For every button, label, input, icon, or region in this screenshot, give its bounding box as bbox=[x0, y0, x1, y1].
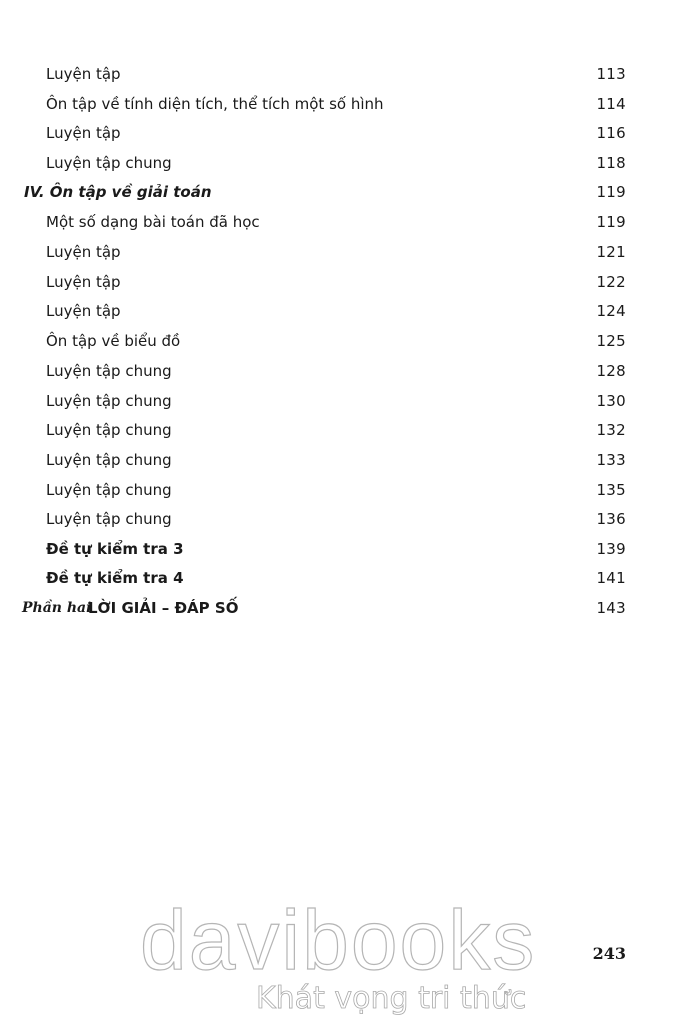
watermark-logo bbox=[140, 893, 560, 1016]
toc-entry-page: 116 bbox=[596, 124, 626, 142]
toc-entry-title: Luyện tập bbox=[46, 65, 121, 83]
watermark-brand: davibooks bbox=[140, 893, 537, 987]
toc-entry-title: Luyện tập chung bbox=[46, 392, 172, 410]
toc-entry bbox=[0, 507, 688, 531]
toc-entry-title: Luyện tập bbox=[46, 273, 121, 291]
toc-entry-title: Luyện tập chung bbox=[46, 451, 172, 469]
toc-entry bbox=[0, 270, 688, 294]
toc-entry-page: 130 bbox=[596, 392, 626, 410]
toc-entry bbox=[0, 121, 688, 145]
toc-entry-title: Luyện tập chung bbox=[46, 510, 172, 528]
toc-section-title: IV. Ôn tập về giải toán bbox=[24, 183, 212, 201]
toc-entry-title: Đề tự kiểm tra 3 bbox=[46, 540, 184, 558]
toc-entry-title: Luyện tập bbox=[46, 124, 121, 142]
toc-entry-title: Ôn tập về tính diện tích, thể tích một số hình bbox=[46, 95, 384, 113]
toc-entry bbox=[0, 448, 688, 472]
toc-part-label: Phần hai bbox=[22, 600, 92, 616]
toc-entry-title: Luyện tập chung bbox=[46, 481, 172, 499]
toc-entry bbox=[0, 210, 688, 234]
toc-entry-page: 114 bbox=[596, 95, 626, 113]
toc-entry-page: 113 bbox=[596, 65, 626, 83]
toc-entry bbox=[0, 418, 688, 442]
toc-entry-title: Luyện tập bbox=[46, 243, 121, 261]
toc-section-heading bbox=[0, 180, 688, 204]
toc-entry bbox=[0, 151, 688, 175]
toc-entry bbox=[0, 537, 688, 561]
toc-entry-page: 136 bbox=[596, 510, 626, 528]
toc-part-title: LỜI GIẢI – ĐÁP SỐ bbox=[88, 599, 239, 617]
toc-entry-title: Luyện tập chung bbox=[46, 154, 172, 172]
toc-entry-page: 132 bbox=[596, 421, 626, 439]
watermark-slogan: Khát vọng tri thức bbox=[256, 981, 527, 1016]
toc-entry-title: Một số dạng bài toán đã học bbox=[46, 213, 260, 231]
toc-entry-page: 128 bbox=[596, 362, 626, 380]
toc-entry-title: Đề tự kiểm tra 4 bbox=[46, 569, 184, 587]
toc-part-page: 143 bbox=[596, 599, 626, 617]
toc-entry bbox=[0, 566, 688, 590]
toc-entry bbox=[0, 329, 688, 353]
toc-entry bbox=[0, 299, 688, 323]
toc-entry-page: 119 bbox=[596, 213, 626, 231]
toc-entry-title: Luyện tập bbox=[46, 302, 121, 320]
toc-entry-title: Luyện tập chung bbox=[46, 421, 172, 439]
toc-entry-page: 139 bbox=[596, 540, 626, 558]
toc-entry-title: Ôn tập về biểu đồ bbox=[46, 332, 181, 350]
toc-entry-page: 125 bbox=[596, 332, 626, 350]
toc-entry-page: 122 bbox=[596, 273, 626, 291]
toc-entry-page: 119 bbox=[596, 183, 626, 201]
toc-entry bbox=[0, 389, 688, 413]
toc-part-heading bbox=[0, 596, 688, 620]
toc-entry-page: 124 bbox=[596, 302, 626, 320]
toc-entry bbox=[0, 92, 688, 116]
toc-entry-title: Luyện tập chung bbox=[46, 362, 172, 380]
toc-entry bbox=[0, 240, 688, 264]
toc-entry-page: 118 bbox=[596, 154, 626, 172]
toc-entry bbox=[0, 478, 688, 502]
toc-entry-page: 121 bbox=[596, 243, 626, 261]
toc-entry-page: 141 bbox=[596, 569, 626, 587]
toc-entry bbox=[0, 359, 688, 383]
toc-entry-page: 133 bbox=[596, 451, 626, 469]
toc-entry-page: 135 bbox=[596, 481, 626, 499]
page-number: 243 bbox=[592, 944, 626, 963]
toc-entry bbox=[0, 62, 688, 86]
